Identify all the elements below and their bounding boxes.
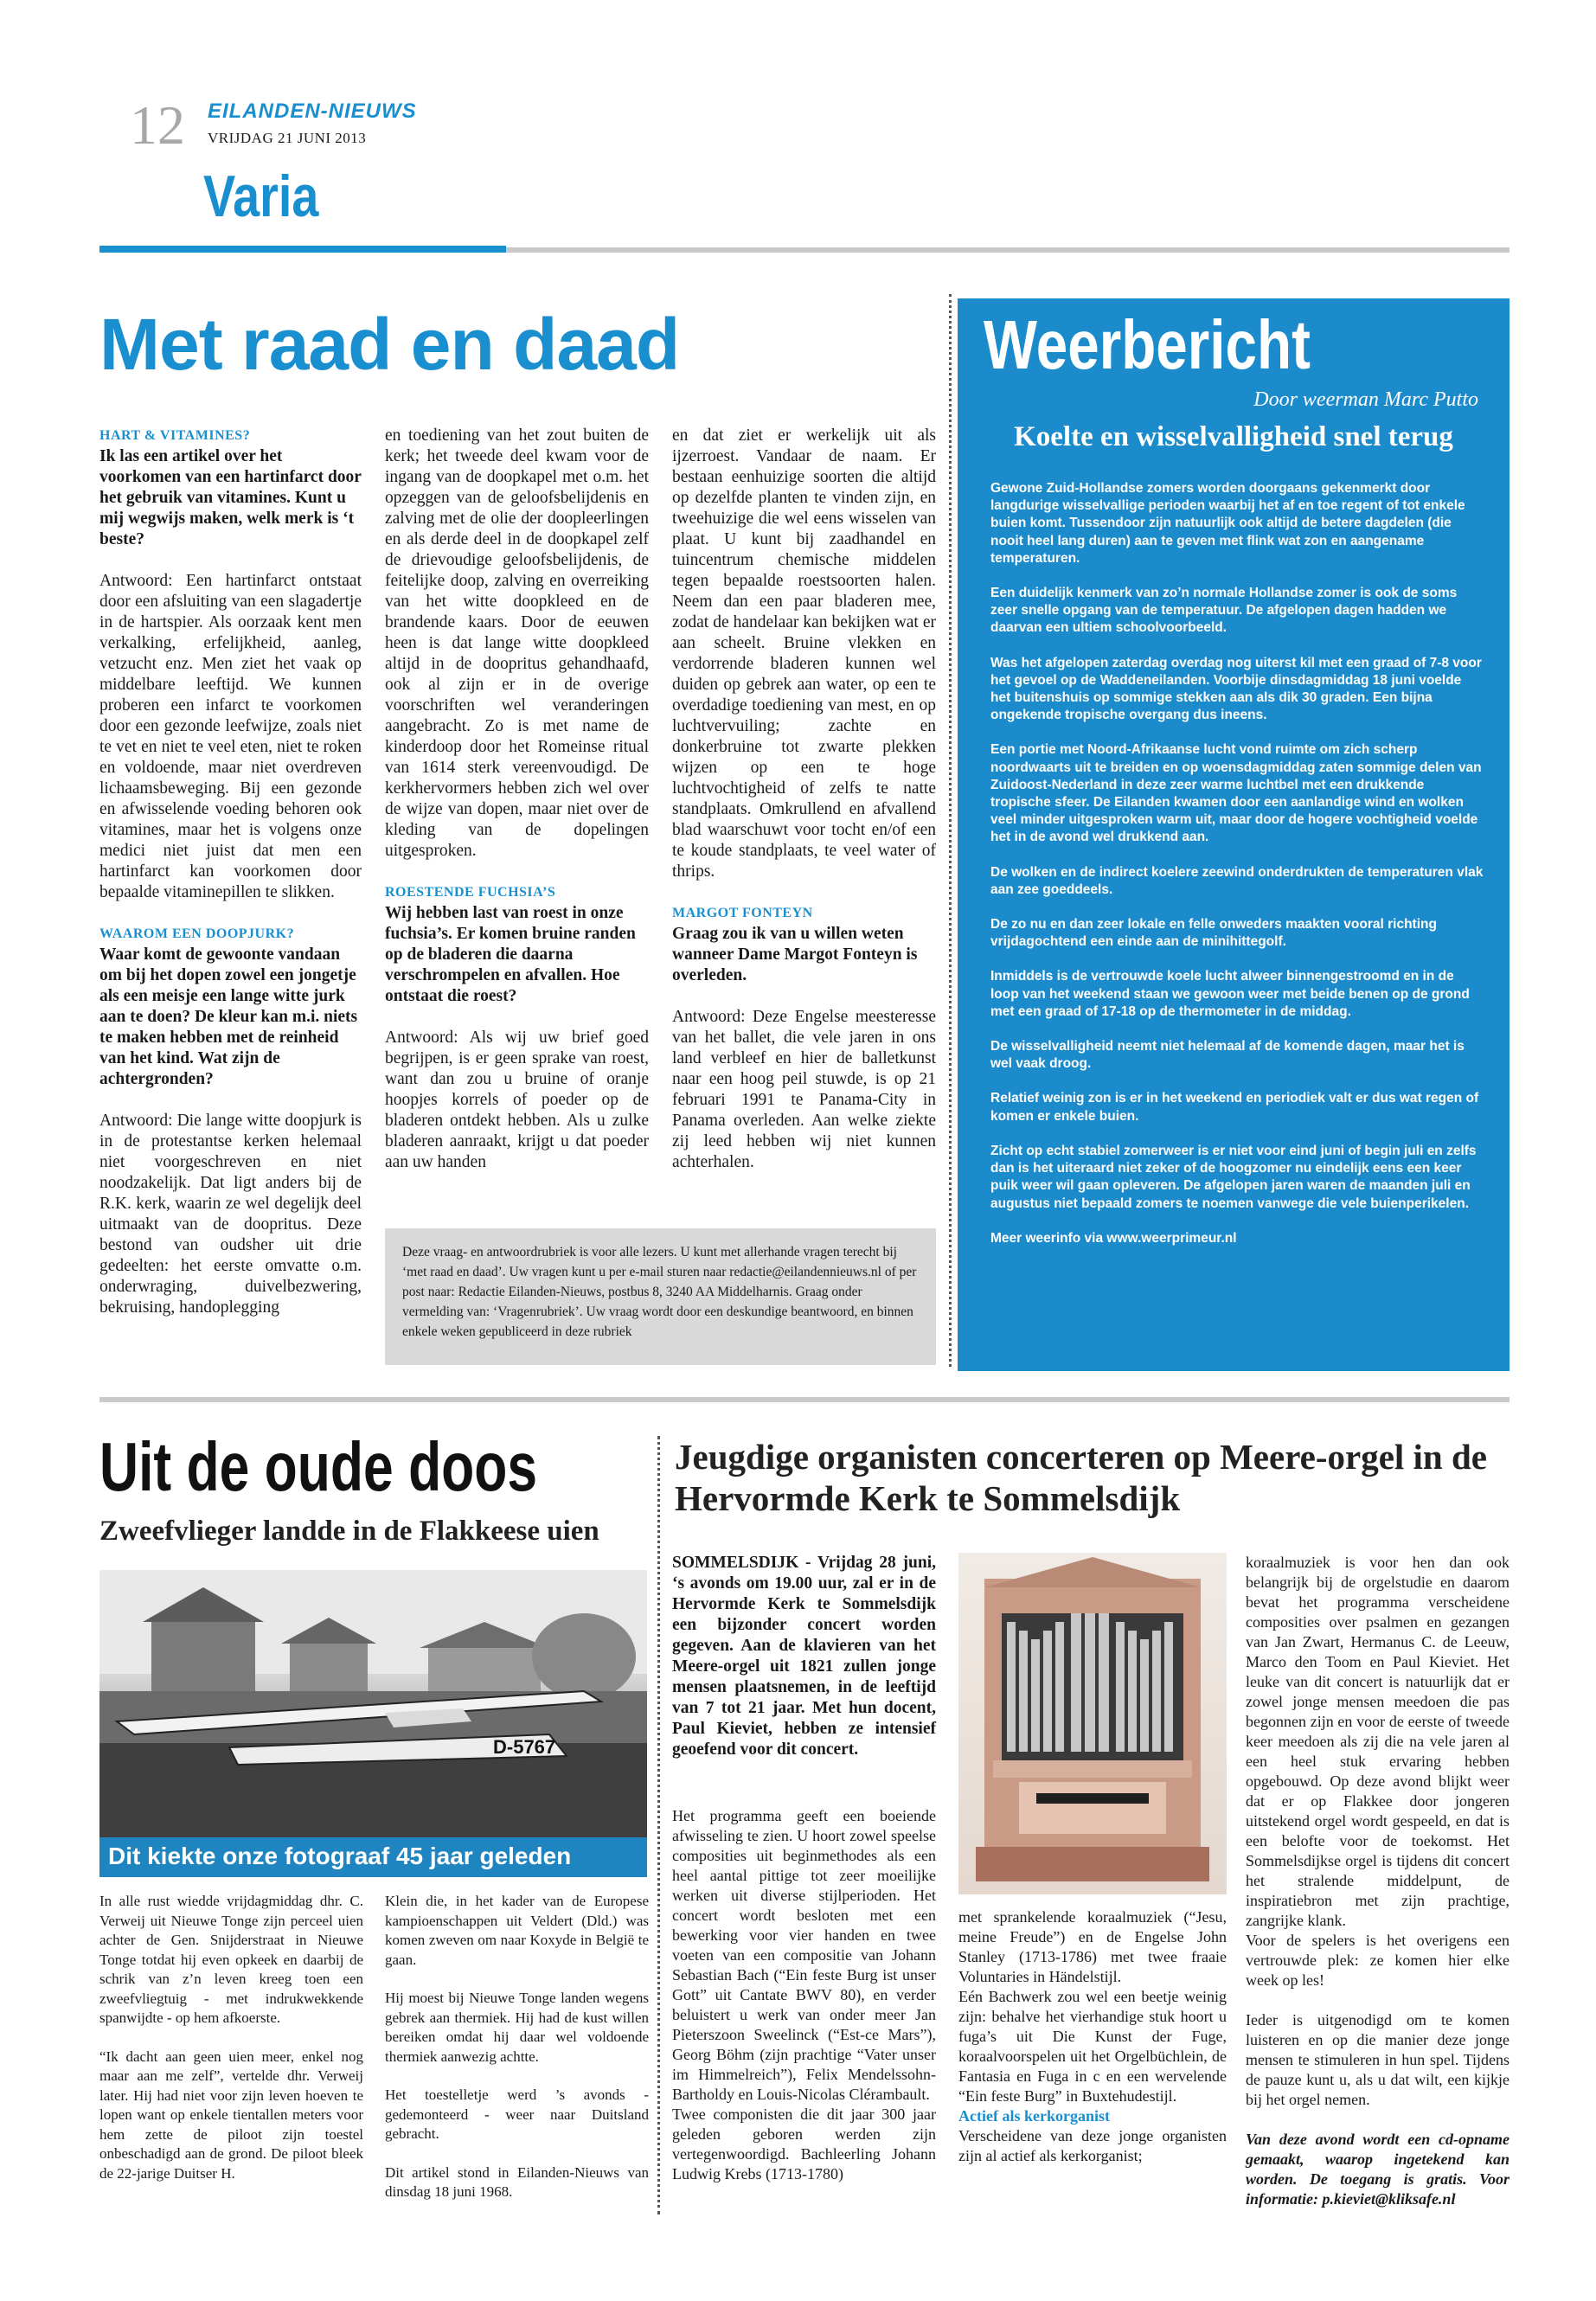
page-number: 12 — [130, 94, 185, 156]
raad-en-daad-title: Met raad en daad — [99, 304, 680, 385]
glider-photo-icon — [99, 1570, 647, 1877]
glider-registration: D-5767 — [493, 1736, 556, 1758]
weather-author: Door weerman Marc Putto — [1253, 388, 1478, 411]
question-text: Wij hebben last van roest in onze fuchsia’s. Er komen bruine randen op de bladeren die daarna verschrompelen en afvallen. Hoe ontstaat die roest? — [385, 904, 636, 1005]
article-paragraph: “Ik dacht aan geen uien meer, enkel nog maar aan me zelf”, vertelde dhr. Verweij later. Hij had niet voor zijn leven hoeven te lopen want op enkele tientallen meters voor hem zette de piloot zijn toestel onbeschadigd aan de grond. De piloot bleek de 22-jarige Duitser H. — [99, 2048, 363, 2182]
weather-paragraph: Een duidelijk kenmerk van zo’n normale Hollandse zomer is ook de soms zeer snelle opgang van de temperatuur. De afgelopen dagen hadden we daarvan een ultiem schoolvoorbeeld. — [990, 586, 1458, 636]
question-heading: HART & VITAMINES? — [99, 428, 251, 443]
raad-en-daad-column-2 — [385, 426, 649, 1194]
masthead-logo: EILANDEN-NIEUWS — [208, 99, 417, 123]
weather-box — [958, 298, 1509, 1371]
article-paragraph: Voor de spelers is het overigens een vertrouwde plek: ze komen hier elke week op les! — [1246, 1932, 1509, 1989]
organisten-column-1 — [672, 1806, 936, 2184]
organisten-column-2 — [958, 1907, 1227, 2166]
answer-text: Antwoord: Als wij uw brief goed begrijpen, is er geen sprake van roest, want dan zou u bruine of oranje hoopjes korrels of poeder op de bladeren ontdekt hebben. Als u zulke bladeren aanraakt, krijgt u dat poeder aan uw handen — [385, 1029, 649, 1171]
organisten-lead: SOMMELSDIJK - Vrijdag 28 juni, ‘s avonds om 19.00 uur, zal er in de Hervormde Kerk te Sommelsdijk een bijzonder concert worden gegeven. Aan de klavieren van het Meere-orgel uit 1821 zullen jonge mensen plaatsnemen, in de leeftijd van 7 tot 21 jaar. Met hun docent, Paul Kieviet, hebben ze intensief geoefend voor dit concert. — [672, 1554, 936, 1759]
glider-photo — [99, 1570, 647, 1877]
article-paragraph: Dit artikel stond in Eilanden-Nieuws van dinsdag 18 juni 1968. — [385, 2163, 649, 2200]
organ-photo — [958, 1553, 1227, 1894]
answer-text: Antwoord: Die lange witte doopjurk is in de protestantse kerken helemaal niet voorgeschreven en niet noodzakelijk. Dat ligt anders bij de R.K. kerk, waarin ze wel degelijk deel uitmaakt van de doopritus. Deze bestond van oudsher uit drie gedeelten: het eerste omvatte o.m. onderwraging, duivelbezwering, bekruising, handoplegging — [99, 1112, 362, 1317]
section-rule — [99, 1397, 1509, 1402]
weather-text — [990, 480, 1484, 1265]
weather-paragraph: De wolken en de indirect koelere zeewind onderdrukten de temperaturen vlak aan zee goeddeels. — [990, 864, 1484, 897]
subheading: Actief als kerkorganist — [958, 2107, 1110, 2125]
question-heading: ROESTENDE FUCHSIA’S — [385, 885, 556, 900]
weather-paragraph: Zicht op echt stabiel zomerweer is er niet voor eind juni of begin juli en zelfs dan is het uiteraard niet zeker of de hoogzomer nu eindelijk eens een keer puik weer wil gaan opleveren. De afgelopen jaren waren de maanden juli en augustus niet bepaald zomers te noemen vanwege die vele buienperikelen. — [990, 1143, 1477, 1211]
article-paragraph: Het toestelletje werd ’s avonds - gedemonteerd - weer naar Duitsland gebracht. — [385, 2086, 649, 2142]
weather-title: Weerbericht — [984, 306, 1311, 383]
article-paragraph: Twee componisten die dit jaar 300 jaar geleden geboren werden zijn vertegenwoordigd. Bachleerling Johann Ludwig Krebs (1713-1780) — [672, 2106, 936, 2182]
article-paragraph: Verscheidene van deze jonge organisten zijn al actief als kerkorganist; — [958, 2127, 1227, 2164]
article-paragraph: Hij moest bij Nieuwe Tonge landen wegens gebrek aan thermiek. Hij had de kust willen bereiken omdat hij daar wel voldoende thermiek aanwezig achtte. — [385, 1990, 649, 2065]
contact-note: Van deze avond wordt een cd-opname gemaakt, waarop ingetekend kan worden. De toegang is gratis. Voor informatie: p.kieviet@kliksafe.nl — [1246, 2131, 1509, 2208]
weather-paragraph: Inmiddels is de vertrouwde koele lucht alweer binnengestroomd en in de loop van het weekend staan we gewoon weer met beide benen op de grond met een graad of 17-18 op de thermometer in de middag. — [990, 969, 1470, 1019]
article-paragraph: Klein die, in het kader van de Europese kampioenschappen uit Veldert (Dld.) was komen zweven om naar Koxyde in België te gaan. — [385, 1893, 649, 1968]
question-heading: WAAROM EEN DOOPJURK? — [99, 926, 295, 941]
organ-photo-icon — [958, 1553, 1227, 1894]
column-separator — [657, 1436, 660, 2214]
header-rule-accent — [99, 246, 506, 253]
raad-en-daad-column-3 — [672, 426, 936, 1194]
weather-paragraph: Een portie met Noord-Afrikaanse lucht vond ruimte om zich scherp noordwaarts uit te breiden en op woensdagmiddag zaten sommige delen van Zuidoost-Nederland in deze zeer warme luchtbel met een drukkende tropische sfeer. De Eilanden kwamen door een aanlandige wind en wolken veel minder uitgesproken warm uit, maar door de hogere vochtigheid voelde het in de avond wel drukkend aan. — [990, 742, 1482, 845]
weather-link[interactable]: Meer weerinfo via www.weerprimeur.nl — [990, 1230, 1237, 1246]
weather-paragraph: De zo nu en dan zeer lokale en felle onweders maakten vooral richting vrijdagochtend een einde aan de minihittegolf. — [990, 917, 1437, 950]
question-text: Graag zou ik van u willen weten wanneer Dame Margot Fonteyn is overleden. — [672, 925, 918, 984]
raad-en-daad-column-1 — [99, 426, 362, 1339]
question-text: Waar komt de gewoonte vandaan om bij het dopen zowel een jongetje als een meisje een lange witte jurk aan te doen? De kleur kan m.i. niets te maken hebben met de reinheid van het kind. Wat zijn de achtergronden? — [99, 945, 358, 1088]
weather-paragraph: Relatief weinig zon is er in het weekend en periodiek valt er dus wat regen of komen er enkele buien. — [990, 1091, 1479, 1124]
weather-paragraph: Was het afgelopen zaterdag overdag nog uiterst kil met een graad of 7-8 voor het gevoel op de Waddeneilanden. Voorbije dinsdagmiddag 18 juni voelde het buitenshuis op sommige stekken aan als dik 30 graden. Een bijna ongekende tropische overgang dus ineens. — [990, 655, 1482, 723]
article-paragraph: Ieder is uitgenodigd om te komen luisteren en op die manier deze jonge mensen te stimuleren in hun spel. Tijdens de pauze kunt u, als u dat wilt, een kijkje bij het orgel nemen. — [1246, 2011, 1509, 2108]
organisten-column-3 — [1246, 1553, 1509, 2229]
article-paragraph: Eén Bachwerk zou wel een beetje weinig zijn: behalve het vierhandige stuk hoort u fuga’s uit Die Kunst der Fuge, koraalvoorspelen uit het Orgelbüchlein, de Fantasia en Fuga in c en een wervelende “Ein feste Burg” in Buxtehudestijl. — [958, 1988, 1227, 2105]
answer-text: Antwoord: Een hartinfarct ontstaat door een afsluiting van een slagadertje in de hartspier. Als oorzaak kent men verkalking, erfelijkheid, aanleg, vetzucht enz. Men ziet het vaak op middelbare leeftijd. We kunnen proberen een infarct te voorkomen door een gezonde leefwijze, zoals niet te vet en niet te veel eten, niet te roken en voldoende, maar niet overdreven lichaamsbeweging. Bij een gezonde en afwisselende voeding behoren ook vitamines, maar het is volgens onze medici niet juist dat men een hartinfarct kan voorkomen door bepaalde vitaminepillen te slikken. — [99, 572, 362, 901]
oude-doos-subtitle: Zweefvlieger landde in de Flakkeese uien — [99, 1516, 599, 1547]
article-paragraph: koraalmuziek is voor hen dan ook belangrijk bij de orgelstudie en daarom bevat het programma verscheidene composities over psalmen en gezangen van Jan Zwart, Hermanus C. de Leeuw, Marco den Toom en Paul Kieviet. Het leuke van dit concert is natuurlijk dat er zowel jonge mensen meedoen die pas begonnen zijn en voor de eerste of tweede keer meedoen als zij die na vele jaren al een heel stuk ervaring hebben opgebouwd. Op deze avond blijkt weer dat er op Flakkee door jongeren uitstekend orgel wordt gespeeld, en dat is een belofte voor de toekomst. Het Sommelsdijkse orgel is tijdens dit concert het stralende middelpunt, de inspiratiebron met zijn prachtige, zangrijke klank. — [1246, 1554, 1509, 1929]
section-title: Varia — [203, 163, 319, 229]
issue-date: VRIJDAG 21 JUNI 2013 — [208, 130, 367, 146]
column-separator — [949, 294, 952, 1367]
oude-doos-column-2 — [385, 1892, 649, 2221]
weather-subtitle: Koelte en wisselvalligheid snel terug — [1014, 421, 1453, 452]
article-paragraph: met sprankelende koraalmuziek (“Jesu, meine Freude”) en de Engelse John Stanley (1713-1786) met twee fraaie Voluntaries in Händelstijl. — [958, 1908, 1227, 1985]
oude-doos-title: Uit de oude doos — [99, 1428, 538, 1505]
answer-text: en dat ziet er werkelijk uit als ijzerroest. Vandaar de naam. Er bestaan eenhuizige soorten die altijd op dezelfde planten te vinden zijn, en tweehuizige die wel eens wisselen van plaat. U kunt bij zaadhandel en tuincentrum chemische middelen tegen bepaalde roestsoorten halen. Neem dan een paar bladeren mee, zodat de handelaar kan bekijken wat er aan scheelt. Bruine vlekken en verdorrende bladeren kunnen wel duiden op gebrek aan water, op een te overdadige toediening van mest, en op luchtvervuiling; zachte en donkerbruine tot zwarte plekken wijzen op een te hoge luchtvochtigheid of zelfs te natte standplaats. Omkrullend en afvallend blad waarschuwt voor tocht en/of een te koude standplaats, te veel water of thrips. — [672, 426, 936, 881]
oude-doos-column-1 — [99, 1892, 363, 2202]
answer-text: Antwoord: Deze Engelse meesteresse van het ballet, die vele jaren in ons land verbleef en hier de balletkunst naar een hoog peil stuwde, is op 21 februari 1991 te Panama-City in Panama overleden. Aan welke ziekte zij leed hebben wij niet kunnen achterhalen. — [672, 1008, 936, 1171]
article-paragraph: Het programma geeft een boeiende afwisseling te zien. U hoort zowel speelse composities uit beginmethodes als een heel aantal pittige tot zeer moeilijke werken uit diverse stijlperioden. Het concert wordt besloten met een bewerking voor vier handen en twee voeten van een compositie van Johann Sebastian Bach (“Ein feste Burg ist unser Gott” uit Cantate BWV 80), en verder beluistert u werk van onder meer Jan Pieterszoon Sweelinck (“Est-ce Mars”), Georg Böhm (zijn prachtige “Vater unser im Himmelreich”), Felix Mendelssohn-Bartholdy en Louis-Nicolas Clérambault. — [672, 1807, 936, 2103]
question-heading: MARGOT FONTEYN — [672, 906, 813, 920]
question-text: Ik las een artikel over het voorkomen van een hartinfarct door het gebruik van vitamines. Kunt u mij wegwijs maken, welk merk is ‘t beste? — [99, 447, 362, 548]
weather-paragraph: Gewone Zuid-Hollandse zomers worden doorgaans gekenmerkt door langdurige wisselvallige perioden waarbij het af en toe regent of tot enkele buien komt. Tussendoor zijn natuurlijk ook altijd de betere dagdelen (die nooit heel lang duren) aan te geven met flink wat zon en aangename temperaturen. — [990, 481, 1465, 566]
weather-paragraph: De wisselvalligheid neemt niet helemaal af de komende dagen, maar het is wel vaak droog. — [990, 1039, 1465, 1072]
organisten-title: Jeugdige organisten concerteren op Meere-orgel in de Hervormde Kerk te Sommelsdijk — [675, 1437, 1487, 1518]
header-rule — [506, 247, 1509, 253]
article-paragraph: In alle rust wiedde vrijdagmiddag dhr. C. Verweij uit Nieuwe Tonge zijn perceel uien achter de Gen. Snijderstraat in Nieuwe Tonge totdat hij even opkeek en daarbij de schrik van z’n leven kreeg toen een zweefvliegtuig - met indrukwekkende spanwijdte - op hem afkoerste. — [99, 1893, 363, 2026]
rubriek-info-box: Deze vraag- en antwoordrubriek is voor alle lezers. U kunt met allerhande vragen terecht bij ‘met raad en daad’. Uw vragen kunt u per e-mail sturen naar redactie@eilandennieuws.nl of per post naar: Redactie Eilanden-Nieuws, postbus 8, 3240 AA Middelharnis. Graag onder vermelding van: ‘Vragenrubriek’. Uw vraag wordt door een deskundige beantwoord, en binnen enkele weken gepubliceerd in deze rubriek — [385, 1228, 936, 1365]
answer-text: en toediening van het zout buiten de kerk; het tweede deel kwam voor de ingang van de doopkapel met o.m. het opzeggen van de geloofsbelijdenis en zalving met de olie der doopleerlingen en als derde deel in de doopkapel zelf de drievoudige geloofsbelijdenis, de feitelijke doop, zalving en overreiking van het witte doopkleed en de brandende kaars. Door de eeuwen heen is dat lange witte doopkleed altijd in de doopritus gehandhaafd, ook al zijn er in de overige voorschriften wel veranderingen aangebracht. Zo is met name de kinderdoop door het Romeinse ritual van 1614 sterk vereenvoudigd. De kerkhervormers hebben zich wel over de wijze van dopen, maar niet over de kleding van de dopelingen uitgesproken. — [385, 426, 649, 860]
photo-caption: Dit kiekte onze fotograaf 45 jaar geleden — [99, 1837, 647, 1877]
